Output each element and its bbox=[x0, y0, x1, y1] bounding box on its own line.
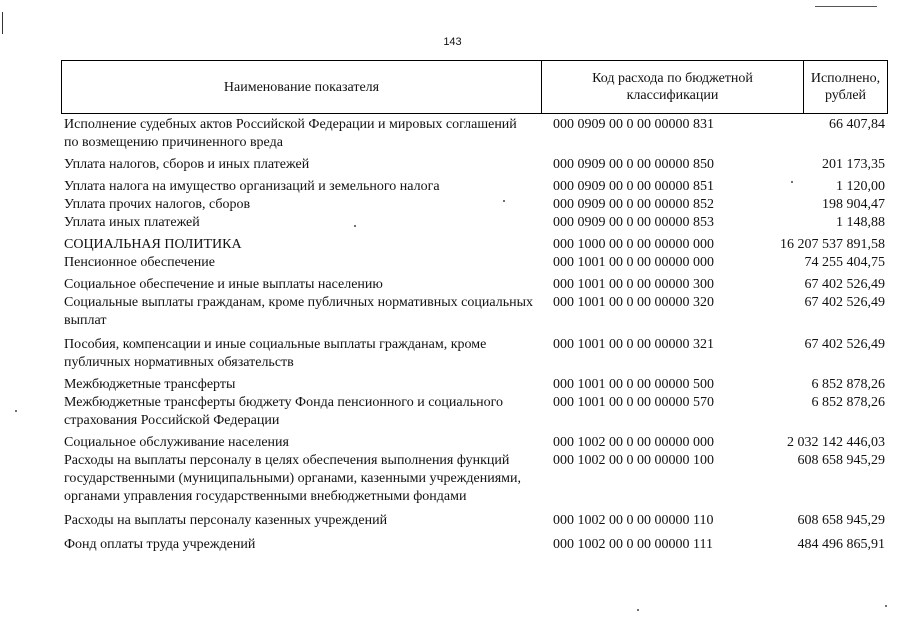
table-row bbox=[61, 434, 888, 452]
scan-artifact-mark bbox=[2, 12, 3, 34]
scan-speck bbox=[15, 410, 17, 412]
row-code: 000 1001 00 0 00 00000 320 bbox=[553, 295, 714, 310]
header-amount: Исполнено, рублей bbox=[810, 71, 881, 103]
row-name: Расходы на выплаты персоналу в целях обеспечения выполнения функций государственными (муниципальными) органами, казенными учреждениями, органами управления государственными внебюджетными фондами bbox=[64, 453, 521, 504]
row-code: 000 1001 00 0 00 00000 000 bbox=[553, 255, 714, 270]
page-number: 143 bbox=[443, 36, 462, 48]
row-amount: 67 402 526,49 bbox=[804, 295, 885, 310]
row-amount: 67 402 526,49 bbox=[804, 337, 885, 352]
row-name: Исполнение судебных актов Российской Федерации и мировых соглашений по возмещению причиненного вреда bbox=[64, 117, 517, 150]
row-name: Межбюджетные трансферты bbox=[64, 377, 236, 392]
row-amount: 608 658 945,29 bbox=[797, 453, 885, 468]
scan-speck bbox=[885, 605, 887, 607]
table-row bbox=[61, 116, 888, 152]
row-amount: 201 173,35 bbox=[822, 157, 885, 172]
row-code: 000 1001 00 0 00 00000 500 bbox=[553, 377, 714, 392]
row-amount: 198 904,47 bbox=[822, 197, 885, 212]
scan-speck bbox=[503, 200, 505, 202]
scan-speck bbox=[637, 609, 639, 611]
row-code: 000 0909 00 0 00 00000 851 bbox=[553, 179, 714, 194]
row-name: Фонд оплаты труда учреждений bbox=[64, 537, 256, 552]
table-row bbox=[61, 294, 888, 330]
row-amount: 6 852 878,26 bbox=[811, 395, 885, 410]
row-code: 000 0909 00 0 00 00000 831 bbox=[553, 117, 714, 132]
row-name: Уплата налогов, сборов и иных платежей bbox=[64, 157, 310, 172]
header-code: Код расхода по бюджетной классификации bbox=[542, 61, 804, 113]
table-row bbox=[61, 178, 888, 196]
row-amount: 6 852 878,26 bbox=[811, 377, 885, 392]
table-body bbox=[61, 116, 888, 554]
row-amount: 1 148,88 bbox=[836, 215, 885, 230]
row-code: 000 1001 00 0 00 00000 570 bbox=[553, 395, 714, 410]
row-code: 000 1002 00 0 00 00000 100 bbox=[553, 453, 714, 468]
row-code: 000 0909 00 0 00 00000 850 bbox=[553, 157, 714, 172]
row-name: Уплата иных платежей bbox=[64, 215, 200, 230]
table-row bbox=[61, 376, 888, 394]
table-row bbox=[61, 536, 888, 554]
scan-artifact-line bbox=[815, 6, 877, 7]
row-code: 000 1001 00 0 00 00000 321 bbox=[553, 337, 714, 352]
row-amount: 608 658 945,29 bbox=[797, 513, 885, 528]
header-name: Наименование показателя bbox=[62, 61, 542, 113]
scan-speck bbox=[354, 225, 356, 227]
row-amount: 1 120,00 bbox=[836, 179, 885, 194]
table-row bbox=[61, 512, 888, 530]
row-code: 000 1002 00 0 00 00000 110 bbox=[553, 513, 714, 528]
row-name: Социальные выплаты гражданам, кроме публичных нормативных социальных выплат bbox=[64, 295, 533, 328]
table-header bbox=[61, 60, 888, 114]
row-amount: 66 407,84 bbox=[829, 117, 885, 132]
row-name: Расходы на выплаты персоналу казенных учреждений bbox=[64, 513, 388, 528]
table-row bbox=[61, 276, 888, 294]
row-name: Уплата прочих налогов, сборов bbox=[64, 197, 251, 212]
row-name: Уплата налога на имущество организаций и земельного налога bbox=[64, 179, 440, 194]
row-amount: 484 496 865,91 bbox=[797, 537, 885, 552]
row-code: 000 0909 00 0 00 00000 852 bbox=[553, 197, 714, 212]
scan-speck bbox=[791, 181, 793, 183]
table-row bbox=[61, 236, 888, 254]
row-name: Социальное обеспечение и иные выплаты населению bbox=[64, 277, 383, 292]
row-name: СОЦИАЛЬНАЯ ПОЛИТИКА bbox=[64, 237, 242, 252]
row-amount: 67 402 526,49 bbox=[804, 277, 885, 292]
row-code: 000 1002 00 0 00 00000 000 bbox=[553, 435, 714, 450]
table-row bbox=[61, 196, 888, 214]
row-code: 000 1000 00 0 00 00000 000 bbox=[553, 237, 714, 252]
table-row bbox=[61, 156, 888, 174]
row-code: 000 1002 00 0 00 00000 111 bbox=[553, 537, 713, 552]
table-row bbox=[61, 452, 888, 506]
row-name: Межбюджетные трансферты бюджету Фонда пенсионного и социального страхования Российской Федерации bbox=[64, 395, 503, 428]
row-name: Пособия, компенсации и иные социальные выплаты гражданам, кроме публичных нормативных обязательств bbox=[64, 337, 487, 370]
row-amount: 16 207 537 891,58 bbox=[780, 237, 885, 252]
table-row bbox=[61, 214, 888, 232]
row-name: Пенсионное обеспечение bbox=[64, 255, 215, 270]
table-row bbox=[61, 254, 888, 272]
table-row bbox=[61, 394, 888, 430]
row-name: Социальное обслуживание населения bbox=[64, 435, 289, 450]
row-amount: 2 032 142 446,03 bbox=[787, 435, 885, 450]
row-code: 000 0909 00 0 00 00000 853 bbox=[553, 215, 714, 230]
row-code: 000 1001 00 0 00 00000 300 bbox=[553, 277, 714, 292]
table-row bbox=[61, 336, 888, 372]
row-amount: 74 255 404,75 bbox=[804, 255, 885, 270]
